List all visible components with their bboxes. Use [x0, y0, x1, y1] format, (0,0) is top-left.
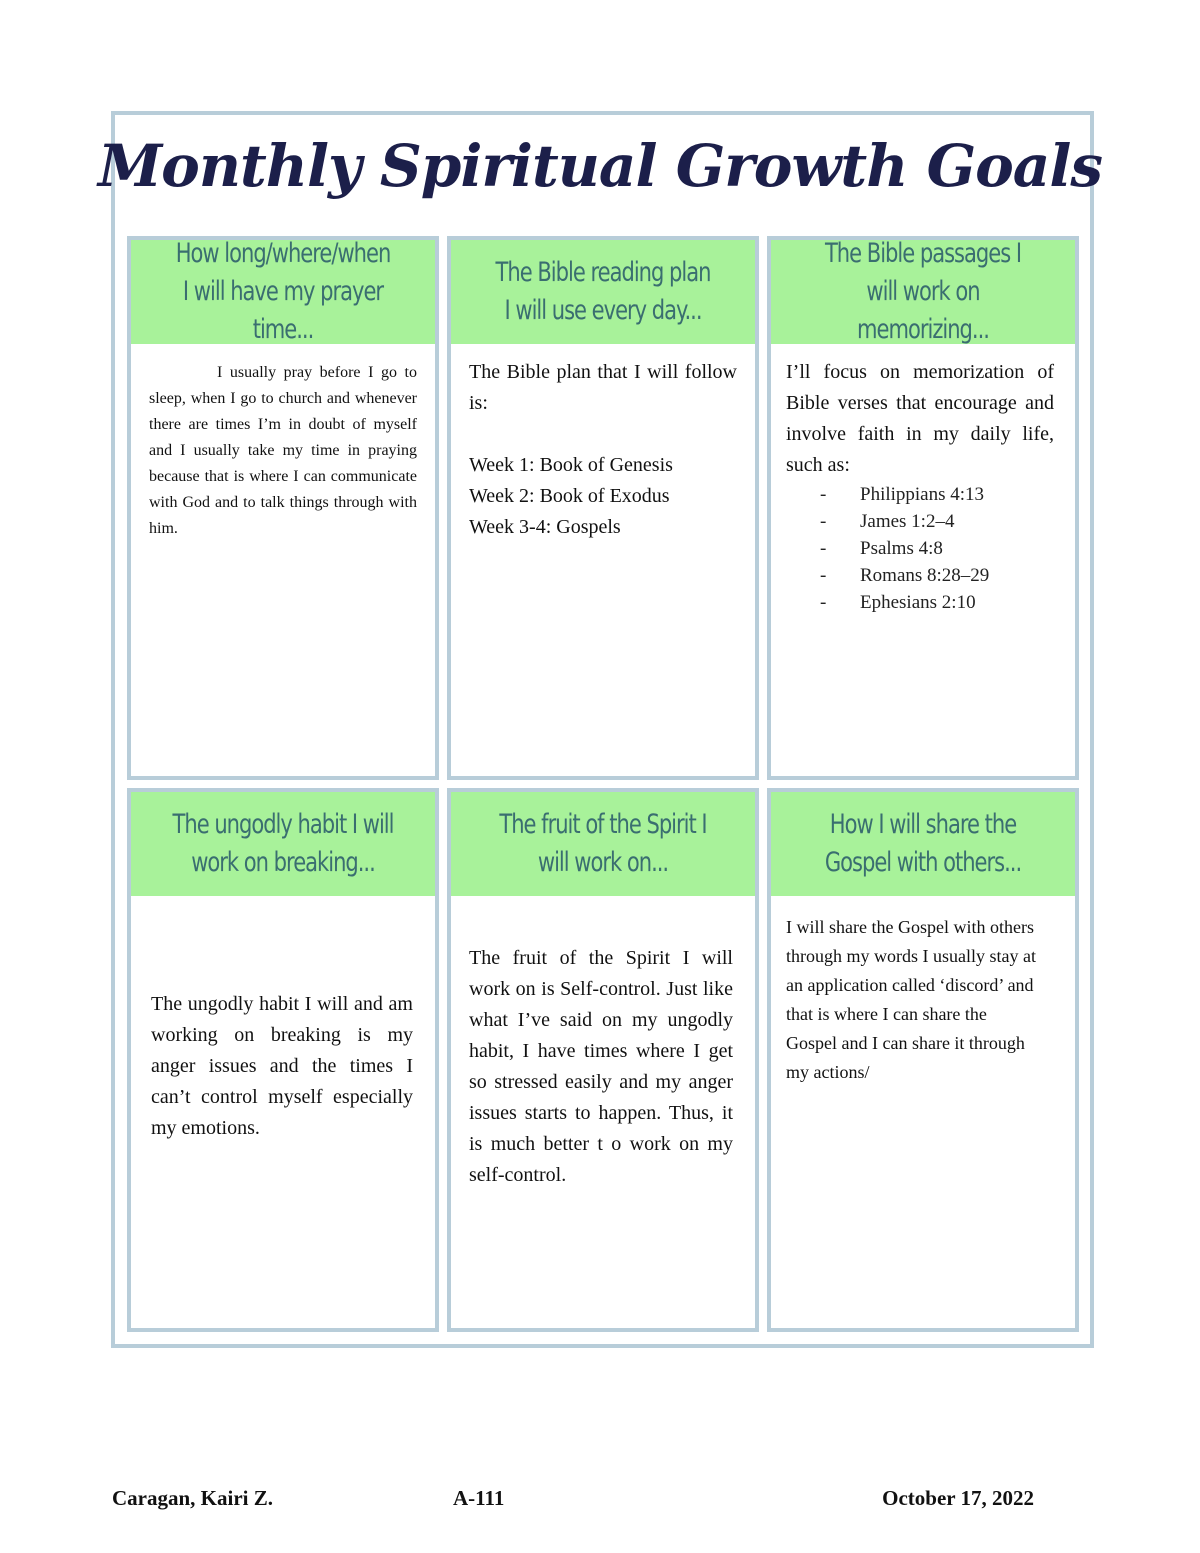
prayer-time-card	[127, 236, 439, 780]
verse-item: - Psalms 4:8	[820, 538, 943, 559]
reading-plan-week-3-4: Week 3-4: Gospels	[469, 516, 621, 538]
reading-plan-intro: The Bible plan that I will follow is:	[469, 361, 737, 414]
reading-plan-answer	[469, 357, 737, 543]
footer-section: A-111	[453, 1486, 505, 1510]
prayer-time-heading: How long/where/when I will have my prayer time...	[131, 240, 435, 344]
reading-plan-heading: The Bible reading plan I will use every day...	[451, 240, 755, 344]
verse-item: - Philippians 4:13	[820, 484, 985, 505]
reading-plan-week-2: Week 2: Book of Exodus	[469, 485, 670, 507]
ungodly-habit-heading: The ungodly habit I will work on breaking...	[131, 792, 435, 896]
fruit-of-spirit-answer	[469, 943, 733, 1191]
page-title: Monthly Spiritual Growth Goals	[97, 132, 1103, 200]
fruit-of-spirit-heading: The fruit of the Spirit I will work on...	[451, 792, 755, 896]
verse-item: - Ephesians 2:10	[820, 592, 976, 613]
fruit-of-spirit-text: The fruit of the Spirit I will work on is Self-control. Just like what I’ve said on my ungodly habit, I have times where I get so stressed easily and my anger issues starts to happen. Thus, it is much better t o work on my self-control.	[469, 947, 733, 1186]
memorizing-heading: The Bible passages I will work on memorizing...	[771, 240, 1075, 344]
fruit-of-spirit-card	[447, 788, 759, 1332]
share-gospel-card	[767, 788, 1079, 1332]
prayer-time-answer	[149, 360, 417, 542]
verse-list	[786, 481, 1054, 616]
verse-item: - Romans 8:28–29	[820, 565, 990, 586]
reading-plan-week-1: Week 1: Book of Genesis	[469, 454, 673, 476]
footer-date: October 17, 2022	[882, 1486, 1034, 1510]
share-gospel-text: I will share the Gospel with others through my words I usually stay at an application called ‘discord’ and that is where I can share the Gospel and I can share it through my actions/	[786, 917, 1036, 1082]
prayer-time-text: I usually pray before I go to sleep, when I go to church and whenever there are times I’m in doubt of myself and I usually take my time in praying because that is where I can communicate with God and to talk things through with him.	[149, 364, 417, 537]
memorizing-intro: I’ll focus on memorization of Bible verses that encourage and involve faith in my daily life, such as:	[786, 361, 1054, 476]
share-gospel-heading: How I will share the Gospel with others...	[771, 792, 1075, 896]
ungodly-habit-card	[127, 788, 439, 1332]
verse-item: - James 1:2–4	[820, 511, 955, 532]
memorizing-answer	[786, 357, 1054, 616]
share-gospel-answer	[786, 913, 1041, 1087]
reading-plan-card	[447, 236, 759, 780]
ungodly-habit-text: The ungodly habit I will and am working on breaking is my anger issues and the times I can’t control myself especially my emotions.	[151, 993, 413, 1139]
reading-plan-spacer	[469, 419, 737, 450]
footer-student-name: Caragan, Kairi Z.	[112, 1486, 273, 1510]
memorizing-card	[767, 236, 1079, 780]
ungodly-habit-answer	[151, 989, 413, 1144]
